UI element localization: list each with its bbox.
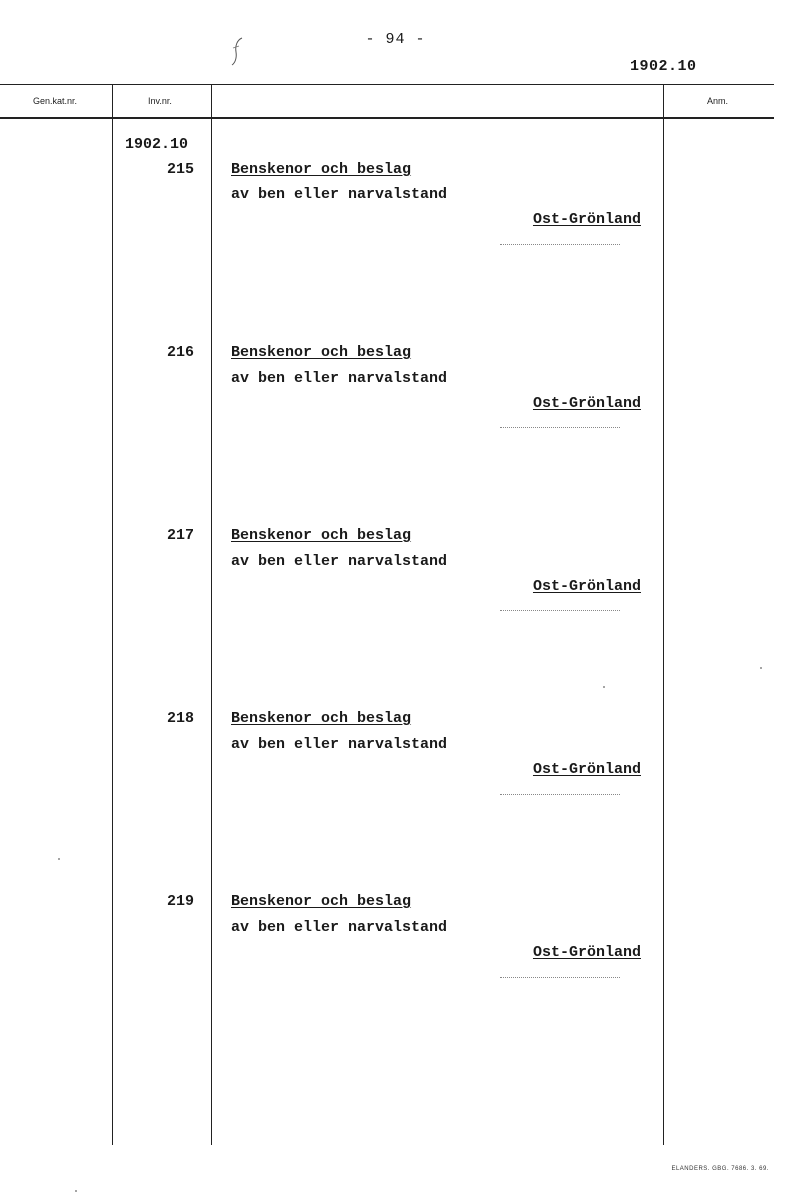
page-reference: 1902.10: [630, 58, 697, 75]
inventory-number: 219: [166, 893, 194, 910]
scan-speck: [760, 667, 762, 669]
printer-imprint: ELANDERS. GBG. 7686. 3. 69.: [671, 1166, 769, 1172]
scan-speck: [75, 1190, 77, 1192]
object-title: Benskenor och beslag: [231, 161, 412, 178]
provenance-place: Ost-Grönland: [532, 944, 641, 961]
column-divider-1: [112, 85, 113, 1145]
inventory-number: 216: [166, 344, 194, 361]
dotted-line: [500, 427, 620, 428]
page-number: - 94 -: [365, 31, 426, 48]
dotted-line: [500, 244, 620, 245]
object-description: av ben eller narvalstand: [231, 186, 448, 203]
scan-speck: [603, 686, 605, 688]
object-title: Benskenor och beslag: [231, 527, 412, 544]
provenance-place: Ost-Grönland: [532, 578, 641, 595]
header-top-rule: [0, 84, 774, 85]
provenance-place: Ost-Grönland: [532, 211, 641, 228]
inventory-number: 217: [166, 527, 194, 544]
column-header-inv: Inv.nr.: [148, 96, 172, 106]
object-description: av ben eller narvalstand: [231, 919, 448, 936]
inventory-number: 218: [166, 710, 194, 727]
object-description: av ben eller narvalstand: [231, 736, 448, 753]
object-title: Benskenor och beslag: [231, 710, 412, 727]
column-header-anm: Anm.: [707, 96, 729, 106]
object-title: Benskenor och beslag: [231, 893, 412, 910]
header-bottom-rule: [0, 117, 774, 119]
dotted-line: [500, 977, 620, 978]
column-header-gen-kat: Gen.kat.nr.: [33, 96, 78, 106]
object-description: av ben eller narvalstand: [231, 553, 448, 570]
object-description: av ben eller narvalstand: [231, 370, 448, 387]
column-divider-3: [663, 85, 664, 1145]
scan-speck: [58, 858, 60, 860]
dotted-line: [500, 610, 620, 611]
object-title: Benskenor och beslag: [231, 344, 412, 361]
provenance-place: Ost-Grönland: [532, 761, 641, 778]
column-divider-2: [211, 85, 212, 1145]
dotted-line: [500, 794, 620, 795]
provenance-place: Ost-Grönland: [532, 395, 641, 412]
inventory-series: 1902.10: [125, 136, 189, 153]
inventory-number: 215: [166, 161, 194, 178]
